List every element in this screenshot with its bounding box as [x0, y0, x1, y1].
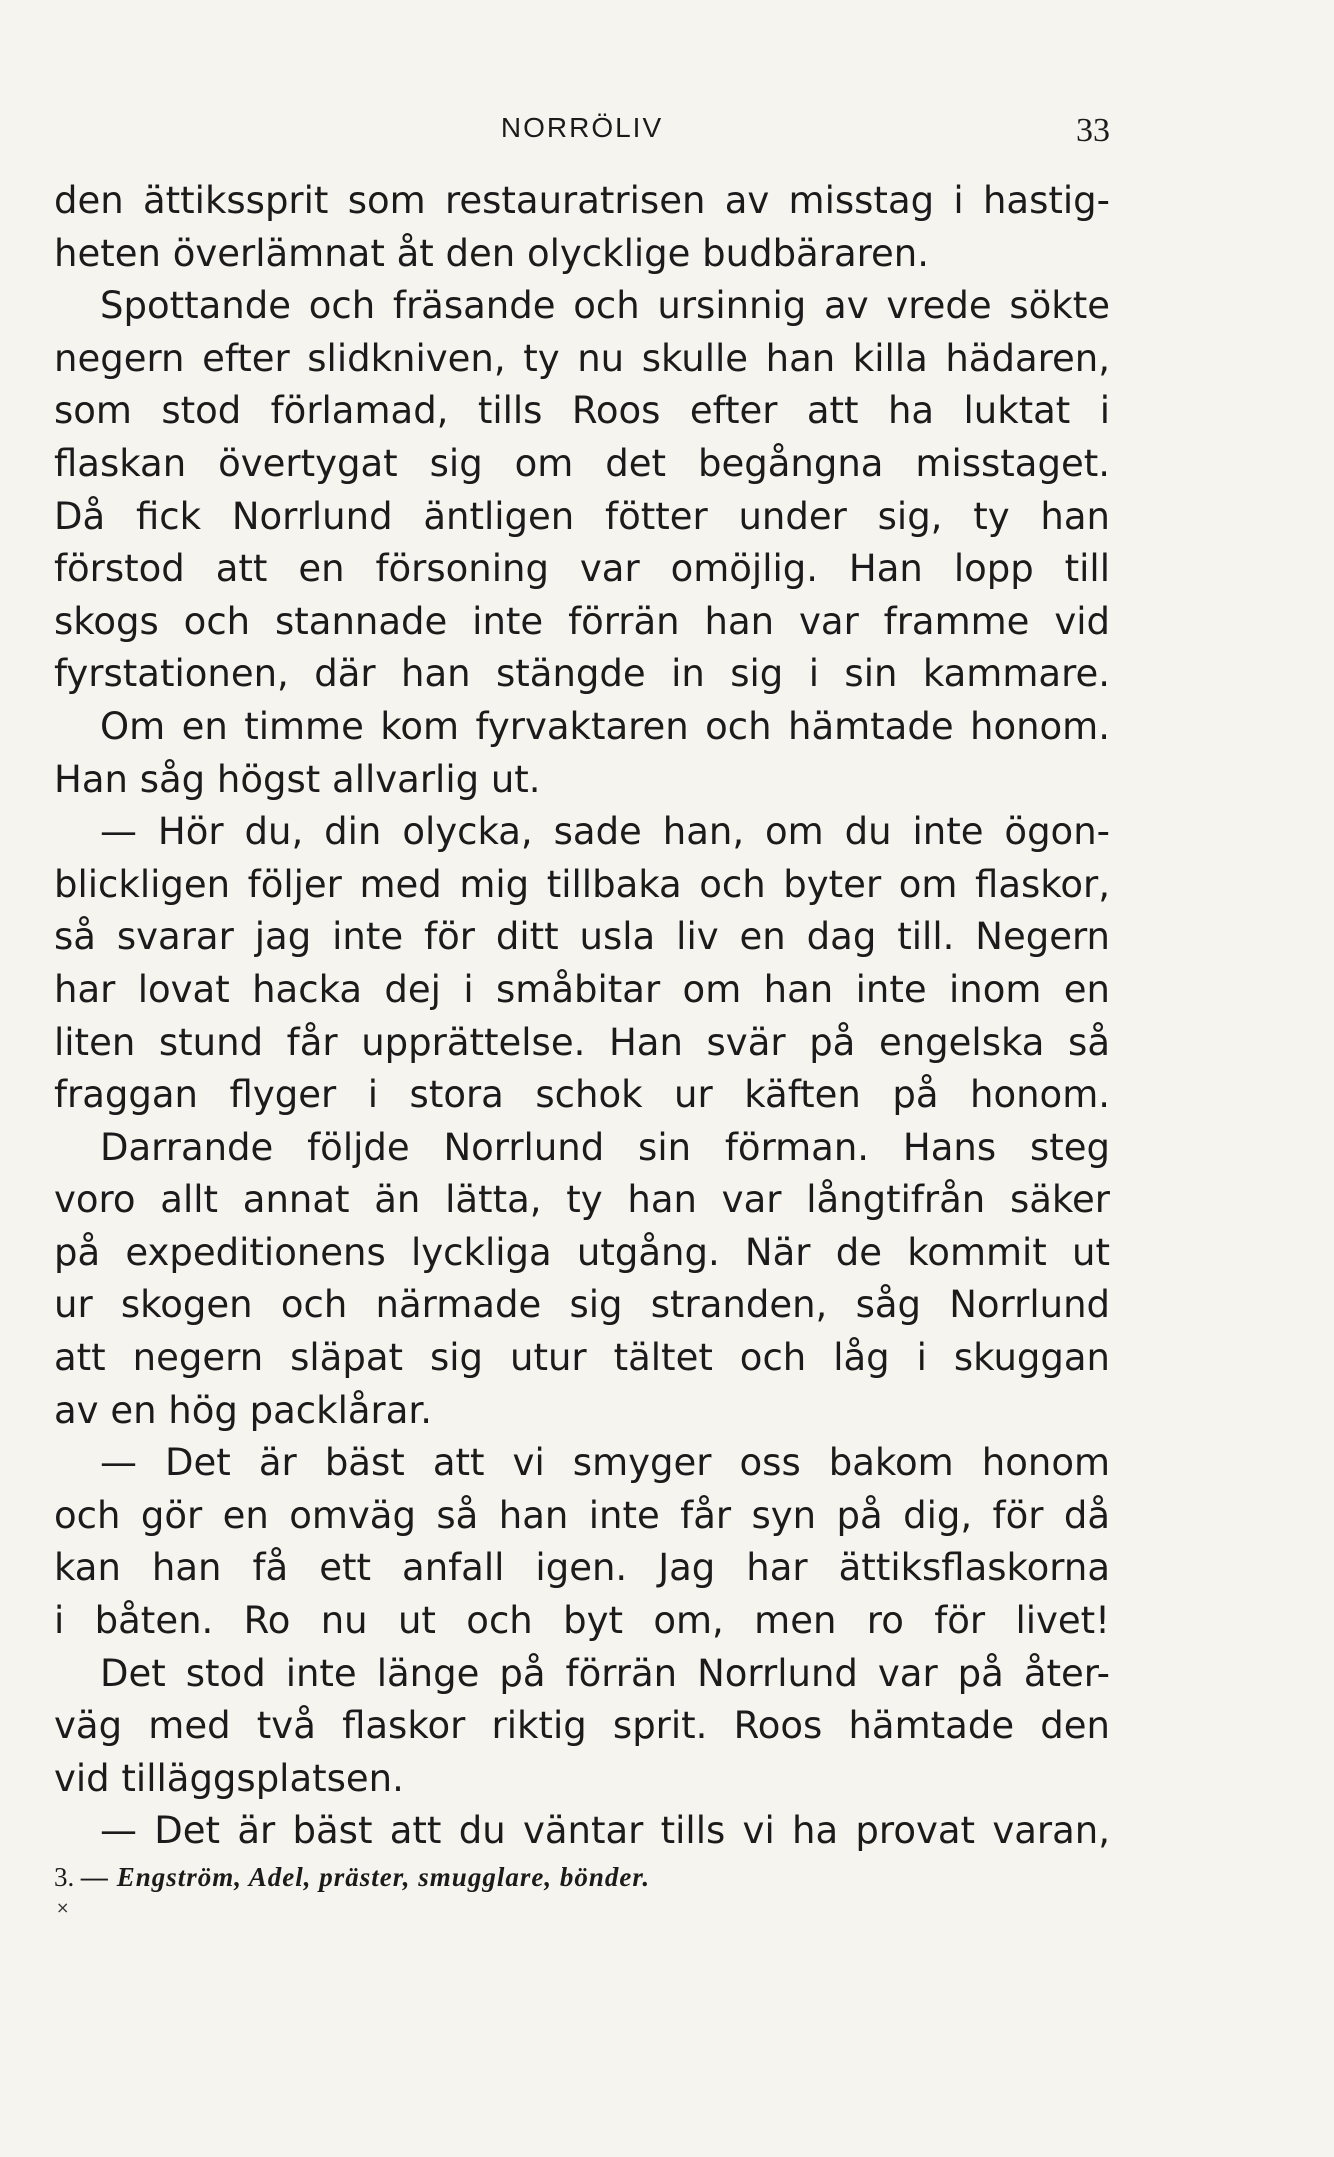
text-line: voro allt annat än lätta, ty han var långtifrån säker [54, 1178, 1110, 1222]
text-line: i båten. Ro nu ut och byt om, men ro för livet! [54, 1599, 1110, 1643]
text-line: av en hög packlårar. [54, 1388, 432, 1432]
text-line: väg med två flaskor riktig sprit. Roos hämtade den [54, 1704, 1110, 1748]
text-line: Om en timme kom fyrvaktaren och hämtade honom. [100, 704, 1110, 748]
signature-number: 3. [54, 1862, 75, 1892]
text-line: så svarar jag inte för ditt usla liv en dag till. Negern [54, 915, 1110, 959]
signature-mark: × [56, 1898, 70, 1917]
text-line: kan han få ett anfall igen. Jag har ättiksflaskorna [54, 1546, 1110, 1590]
text-line: Det stod inte länge på förrän Norrlund var på åter- [100, 1651, 1110, 1695]
text-line: flaskan övertygat sig om det begångna misstaget. [54, 441, 1110, 485]
text-line: Han såg högst allvarlig ut. [54, 757, 541, 801]
running-title: NORRÖLIV [500, 112, 664, 143]
running-head [54, 112, 1110, 158]
text-line: blickligen följer med mig tillbaka och byter om flaskor, [54, 862, 1110, 906]
text-line: fraggan flyger i stora schok ur käften på honom. [54, 1073, 1110, 1117]
text-line: på expeditionens lyckliga utgång. När de kommit ut [54, 1230, 1110, 1274]
body-text [54, 175, 1110, 1858]
text-line: fyrstationen, där han stängde in sig i sin kammare. [54, 652, 1110, 696]
text-line: förstod att en försoning var omöjlig. Han lopp till [54, 547, 1110, 591]
signature-text: — Engström, Adel, präster, smugglare, bönder. [81, 1862, 651, 1892]
text-line: har lovat hacka dej i småbitar om han inte inom en [54, 967, 1110, 1011]
text-line: ur skogen och närmade sig stranden, såg Norrlund [54, 1283, 1110, 1327]
text-line: heten överlämnat åt den olycklige budbäraren. [54, 231, 929, 275]
text-line: vid tilläggsplatsen. [54, 1756, 404, 1800]
text-line: — Hör du, din olycka, sade han, om du inte ögon- [100, 810, 1110, 854]
signature-line [54, 1862, 650, 1893]
text-line: — Det är bäst att du väntar tills vi ha provat varan, [100, 1809, 1110, 1853]
text-line: att negern släpat sig utur tältet och låg i skuggan [54, 1336, 1110, 1380]
text-line: negern efter slidkniven, ty nu skulle han killa hädaren, [54, 336, 1110, 380]
text-line: liten stund får upprättelse. Han svär på engelska så [54, 1020, 1110, 1064]
text-line: Spottande och fräsande och ursinnig av vrede sökte [100, 284, 1110, 328]
text-line: som stod förlamad, tills Roos efter att ha luktat i [54, 389, 1110, 433]
text-line: Darrande följde Norrlund sin förman. Hans steg [100, 1125, 1110, 1169]
page-number: 33 [1076, 112, 1110, 149]
text-line: skogs och stannade inte förrän han var framme vid [54, 599, 1110, 643]
text-line: den ättikssprit som restauratrisen av misstag i hastig- [54, 179, 1110, 222]
text-line: — Det är bäst att vi smyger oss bakom honom [100, 1441, 1110, 1485]
text-line: Då fick Norrlund äntligen fötter under sig, ty han [54, 494, 1110, 538]
text-line: och gör en omväg så han inte får syn på dig, för då [54, 1493, 1110, 1537]
